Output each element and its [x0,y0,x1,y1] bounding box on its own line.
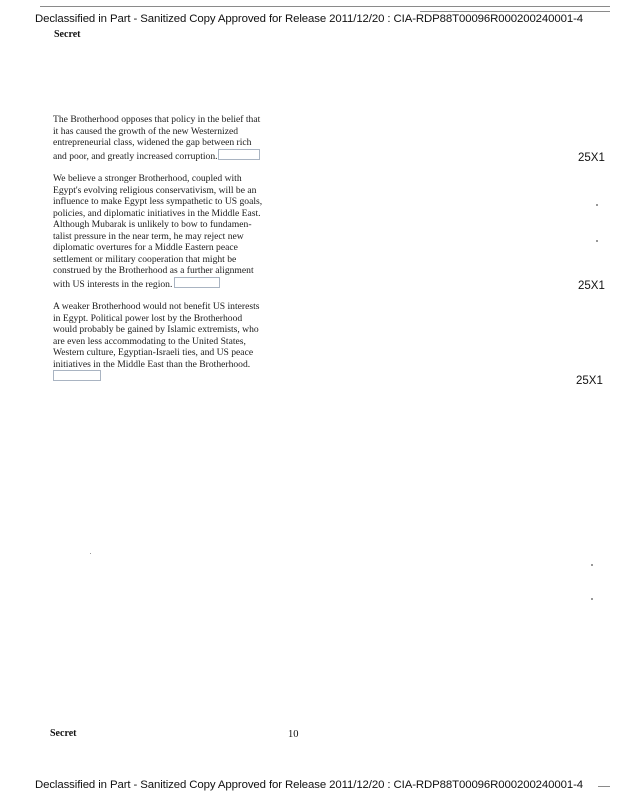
scan-speck [591,598,593,600]
paragraph-3 [53,301,285,384]
text-line: and poor, and greatly increased corruption. [53,150,218,162]
text-line: it has caused the growth of the new Westernized [53,125,239,137]
text-line: A weaker Brotherhood would not benefit US interests [53,301,260,312]
text-line: in Egypt. Political power lost by the Brotherhood [53,312,243,324]
text-line: with US interests in the region. [53,278,173,290]
top-rule [40,6,610,7]
redaction-box [218,149,260,160]
classification-header: Secret [54,29,81,40]
text-line: diplomatic overtures for a Middle Eastern peace [53,242,238,253]
scan-speck [591,564,593,566]
redaction-line [53,370,285,384]
text-line-with-redaction [53,277,285,291]
bottom-rule [598,786,610,787]
scan-speck [596,240,598,242]
text-line: influence to make Egypt less sympathetic to US goals, [53,196,263,207]
text-line: talist pressure in the near term, he may reject new [53,230,244,242]
text-line: are even less accommodating to the United States, [53,335,246,347]
scan-speck [90,553,91,554]
text-line: would probably be gained by Islamic extremists, who [53,324,259,335]
redaction-code: 25X1 [578,152,605,164]
scan-speck [596,204,598,206]
classification-footer: Secret [50,728,77,739]
redaction-code: 25X1 [576,375,603,387]
redaction-box [174,277,220,288]
text-line: The Brotherhood opposes that policy in the belief that [53,114,261,125]
paragraph-1 [53,114,285,162]
paragraph-2 [53,173,285,290]
text-line: entrepreneurial class, widened the gap between rich [53,137,252,148]
text-line: Egypt's evolving religious conservativism, will be an [53,184,257,196]
text-line-with-redaction [53,149,285,163]
text-line: initiatives in the Middle East than the Brotherhood. [53,358,251,370]
text-line: settlement or military cooperation that might be [53,253,237,265]
page-number: 10 [288,729,299,740]
text-line: construed by the Brotherhood as a further alignment [53,265,254,276]
text-line: policies, and diplomatic initiatives in the Middle East. [53,207,261,219]
text-line: Western culture, Egyptian-Israeli ties, and US peace [53,347,254,358]
declassification-header: Declassified in Part - Sanitized Copy Approved for Release 2011/12/20 : CIA-RDP88T00096R000200240001-4 [34,13,584,25]
text-line: We believe a stronger Brotherhood, coupled with [53,173,242,184]
redaction-box [53,370,101,381]
text-line: Although Mubarak is unlikely to bow to fundamen- [53,219,252,230]
redaction-code: 25X1 [578,280,605,292]
top-rule-short [420,11,610,12]
declassification-footer: Declassified in Part - Sanitized Copy Approved for Release 2011/12/20 : CIA-RDP88T00096R000200240001-4 [34,779,584,791]
